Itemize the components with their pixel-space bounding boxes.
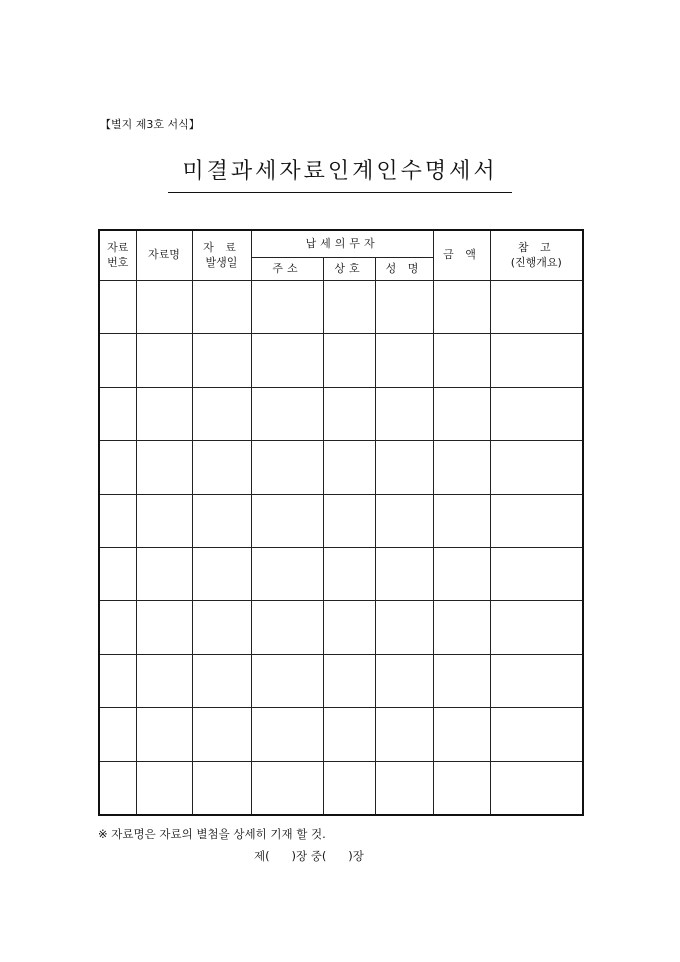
table-row: [99, 601, 583, 654]
header-remarks-line2: (진행개요): [510, 255, 562, 269]
table-cell[interactable]: [136, 654, 192, 707]
table-cell[interactable]: [192, 334, 251, 387]
footnote: ※ 자료명은 자료의 별첨을 상세히 기재 할 것.: [98, 827, 326, 841]
table-cell[interactable]: [375, 334, 433, 387]
table-cell[interactable]: [490, 281, 583, 334]
form-label: 【별지 제3호 서식】: [100, 118, 200, 131]
table-row: [99, 494, 583, 547]
table-cell[interactable]: [99, 387, 136, 440]
table-cell[interactable]: [490, 441, 583, 494]
header-occurrence-date-line2: 발생일: [205, 255, 238, 269]
table-cell[interactable]: [136, 334, 192, 387]
table-cell[interactable]: [490, 494, 583, 547]
table-cell[interactable]: [136, 708, 192, 761]
table-cell[interactable]: [490, 547, 583, 600]
header-record-name: 자료명: [136, 230, 192, 281]
table-cell[interactable]: [99, 654, 136, 707]
table-cell[interactable]: [375, 387, 433, 440]
header-taxpayer: 납세의무자: [251, 230, 433, 258]
table-cell[interactable]: [99, 708, 136, 761]
table-cell[interactable]: [192, 547, 251, 600]
table-cell[interactable]: [251, 494, 323, 547]
table-cell[interactable]: [433, 761, 490, 815]
table-row: [99, 654, 583, 707]
table-cell[interactable]: [136, 761, 192, 815]
header-amount: 금 액: [433, 230, 490, 281]
table-cell[interactable]: [99, 334, 136, 387]
table-cell[interactable]: [136, 281, 192, 334]
table-cell[interactable]: [99, 601, 136, 654]
table-row: [99, 761, 583, 815]
table-row: [99, 441, 583, 494]
table-cell[interactable]: [433, 387, 490, 440]
page-count: 제( )장 중( )장: [254, 849, 364, 863]
table-cell[interactable]: [323, 494, 375, 547]
table-row: [99, 281, 583, 334]
table-cell[interactable]: [251, 761, 323, 815]
table-cell[interactable]: [136, 547, 192, 600]
ledger-table: [98, 229, 584, 816]
table-cell[interactable]: [323, 441, 375, 494]
table-cell[interactable]: [99, 494, 136, 547]
header-person-name: 성 명: [375, 258, 433, 281]
ledger-body: [99, 281, 583, 815]
table-cell[interactable]: [433, 708, 490, 761]
table-cell[interactable]: [433, 334, 490, 387]
header-remarks: [490, 230, 583, 281]
table-cell[interactable]: [375, 281, 433, 334]
table-cell[interactable]: [490, 601, 583, 654]
table-row: [99, 387, 583, 440]
table-cell[interactable]: [323, 654, 375, 707]
table-cell[interactable]: [251, 387, 323, 440]
table-cell[interactable]: [99, 441, 136, 494]
table-cell[interactable]: [136, 387, 192, 440]
header-row-top: [99, 230, 583, 258]
table-cell[interactable]: [323, 601, 375, 654]
header-occurrence-date-line1: 자 료: [203, 240, 240, 254]
table-cell[interactable]: [323, 334, 375, 387]
table-cell[interactable]: [323, 547, 375, 600]
table-row: [99, 334, 583, 387]
table-cell[interactable]: [433, 654, 490, 707]
table-cell[interactable]: [375, 601, 433, 654]
table-cell[interactable]: [192, 281, 251, 334]
table-cell[interactable]: [375, 547, 433, 600]
table-cell[interactable]: [192, 761, 251, 815]
table-cell[interactable]: [323, 708, 375, 761]
table-cell[interactable]: [375, 708, 433, 761]
table-cell[interactable]: [99, 761, 136, 815]
table-cell[interactable]: [136, 601, 192, 654]
table-cell[interactable]: [375, 654, 433, 707]
table-cell[interactable]: [251, 547, 323, 600]
table-cell[interactable]: [490, 654, 583, 707]
table-cell[interactable]: [375, 441, 433, 494]
table-cell[interactable]: [192, 708, 251, 761]
table-cell[interactable]: [251, 441, 323, 494]
table-cell[interactable]: [323, 387, 375, 440]
table-cell[interactable]: [136, 441, 192, 494]
table-cell[interactable]: [192, 654, 251, 707]
header-address: 주소: [251, 258, 323, 281]
table-cell[interactable]: [490, 387, 583, 440]
table-cell[interactable]: [192, 494, 251, 547]
table-cell[interactable]: [251, 654, 323, 707]
table-cell[interactable]: [251, 334, 323, 387]
table-cell[interactable]: [433, 441, 490, 494]
table-cell[interactable]: [192, 387, 251, 440]
table-cell[interactable]: [251, 281, 323, 334]
header-record-number-line2: 번호: [107, 255, 129, 269]
table-cell[interactable]: [375, 494, 433, 547]
table-cell[interactable]: [251, 601, 323, 654]
table-cell[interactable]: [251, 708, 323, 761]
table-cell[interactable]: [192, 441, 251, 494]
table-cell[interactable]: [99, 281, 136, 334]
header-business-name: 상호: [323, 258, 375, 281]
table-cell[interactable]: [433, 281, 490, 334]
table-row: [99, 708, 583, 761]
table-cell[interactable]: [433, 601, 490, 654]
table-cell[interactable]: [323, 281, 375, 334]
table-cell[interactable]: [323, 761, 375, 815]
table-row: [99, 547, 583, 600]
document-title: 미결과세자료인계인수명세서: [182, 159, 498, 184]
header-record-number: [99, 230, 136, 281]
header-occurrence-date: [192, 230, 251, 281]
table-cell[interactable]: [192, 601, 251, 654]
table-cell[interactable]: [490, 334, 583, 387]
table-cell[interactable]: [490, 708, 583, 761]
header-record-number-line1: 자료: [107, 240, 129, 254]
table-cell[interactable]: [490, 761, 583, 815]
title-underline: [168, 192, 512, 193]
table-cell[interactable]: [433, 494, 490, 547]
table-cell[interactable]: [433, 547, 490, 600]
table-cell[interactable]: [136, 494, 192, 547]
table-cell[interactable]: [99, 547, 136, 600]
table-cell[interactable]: [375, 761, 433, 815]
header-remarks-line1: 참 고: [517, 240, 555, 254]
